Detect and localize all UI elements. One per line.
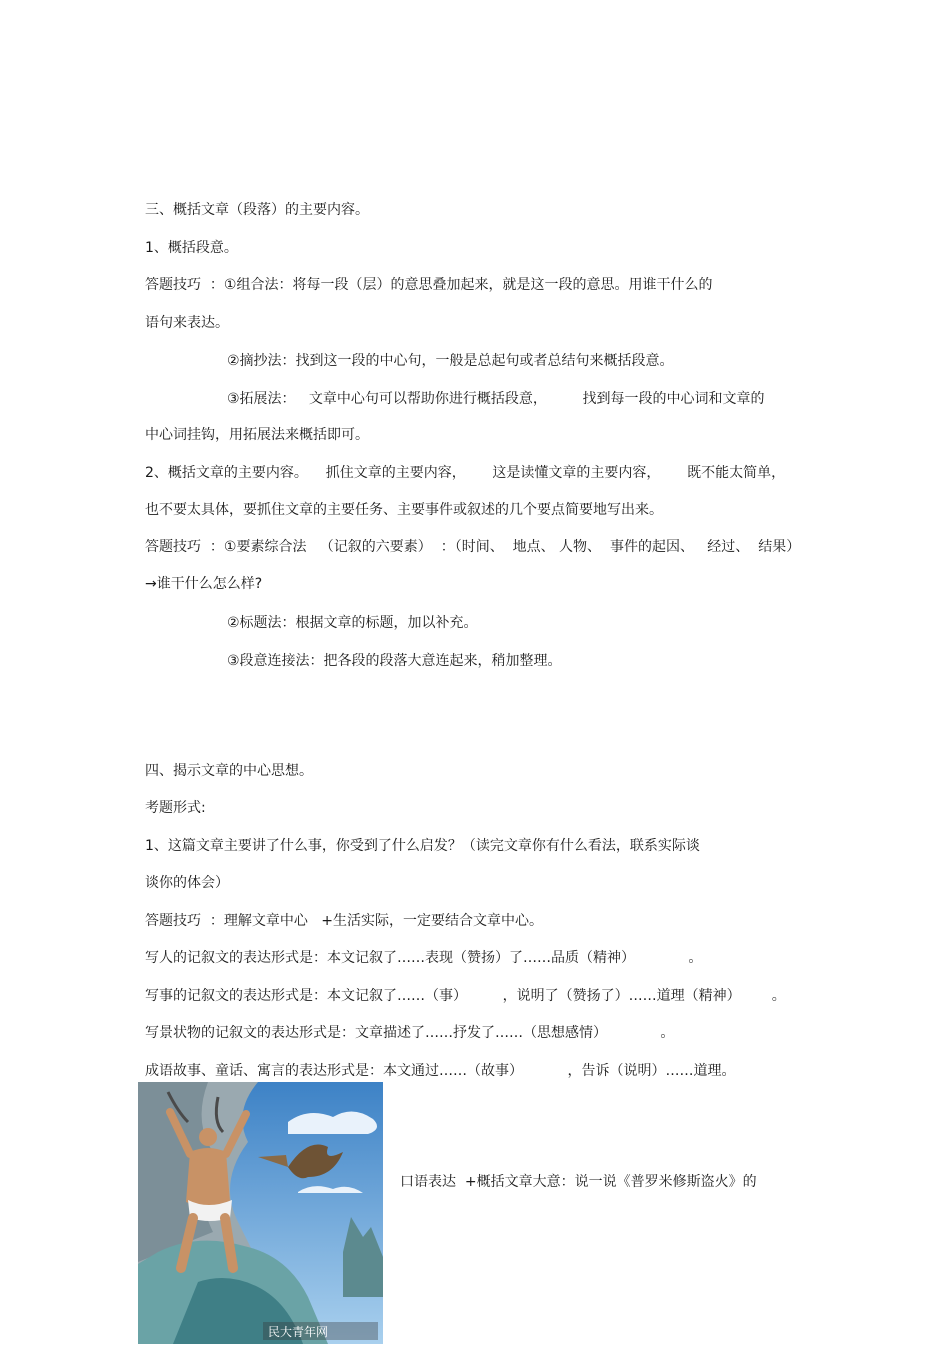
method-expand-cont: 中心词挂钩，用拓展法来概括即可。 bbox=[145, 427, 369, 443]
section-3-heading: 三、概括文章（段落）的主要内容。 bbox=[145, 202, 369, 218]
question-1-cont: 谈你的体会） bbox=[145, 875, 229, 891]
prometheus-illustration bbox=[138, 1082, 383, 1344]
item-1-tips-cont: 语句来表达。 bbox=[145, 315, 229, 331]
item-2-tips: 答题技巧 ：①要素综合法 （记叙的六要素） ：（时间、 地点、 人物、 事件的起因、 经过、 结果） bbox=[145, 539, 801, 555]
item-1-title: 1、概括段意。 bbox=[145, 240, 238, 256]
form-person: 写人的记叙文的表达形式是：本文记叙了……表现（赞扬）了……品质（精神） 。 bbox=[145, 950, 703, 966]
item-1-tips: 答题技巧 ：①组合法：将每一段（层）的意思叠加起来，就是这一段的意思。用谁干什么的 bbox=[145, 277, 713, 293]
form-idiom: 成语故事、童话、寓言的表达形式是：本文通过……（故事） ，告诉（说明）……道理。 bbox=[145, 1063, 736, 1079]
image-watermark: 民大青年网 bbox=[268, 1325, 329, 1339]
answer-tips: 答题技巧 ：理解文章中心 +生活实际，一定要结合文章中心。 bbox=[145, 913, 543, 929]
item-2-tips-cont: →谁干什么怎么样? bbox=[145, 576, 263, 592]
method-expand: ③拓展法： 文章中心句可以帮助你进行概括段意， 找到每一段的中心词和文章的 bbox=[227, 391, 765, 407]
method-excerpt: ②摘抄法：找到这一段的中心句，一般是总起句或者总结句来概括段意。 bbox=[227, 353, 674, 369]
method-connect: ③段意连接法：把各段的段落大意连起来，稍加整理。 bbox=[227, 653, 562, 669]
form-scenery: 写景状物的记叙文的表达形式是：文章描述了……抒发了……（思想感情） 。 bbox=[145, 1025, 675, 1041]
form-event: 写事的记叙文的表达形式是：本文记叙了……（事） ，说明了（赞扬了）……道理（精神） 。 bbox=[145, 988, 786, 1004]
method-title: ②标题法：根据文章的标题，加以补充。 bbox=[227, 615, 478, 631]
item-2-title: 2、概括文章的主要内容。 抓住文章的主要内容， 这是读懂文章的主要内容， 既不能太简单， bbox=[145, 465, 786, 481]
question-1: 1、这篇文章主要讲了什么事，你受到了什么启发？（读完文章你有什么看法，联系实际谈 bbox=[145, 838, 700, 854]
section-4-heading: 四、揭示文章的中心思想。 bbox=[145, 763, 313, 779]
item-2-cont: 也不要太具体，要抓住文章的主要任务、主要事件或叙述的几个要点简要地写出来。 bbox=[145, 502, 663, 518]
illustration-caption: 口语表达 +概括文章大意：说一说《普罗米修斯盗火》的 bbox=[400, 1174, 757, 1190]
question-form-label: 考题形式: bbox=[145, 800, 206, 816]
